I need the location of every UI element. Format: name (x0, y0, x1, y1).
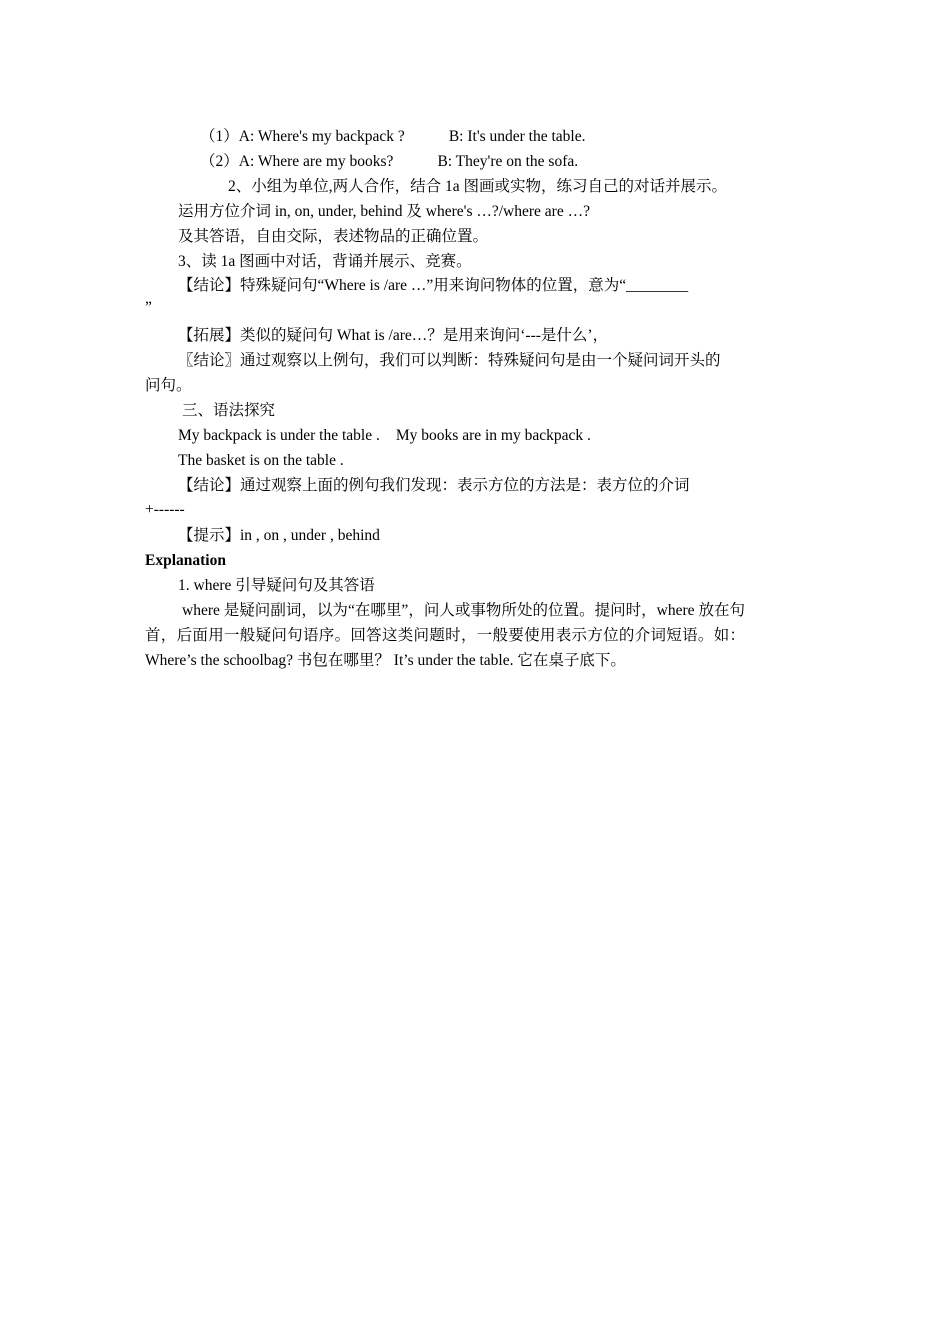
example-line-2: The basket is on the table . (178, 452, 344, 469)
extension-line: 【拓展】类似的疑问句 What is /are…？是用来询问‘---是什么’， (178, 327, 609, 344)
dialogue-line-1 (200, 127, 586, 147)
explanation-title: Explanation (145, 552, 226, 569)
explanation-paragraph-block (145, 598, 745, 673)
dialogue-line-2 (200, 152, 578, 172)
task2-line-3: 及其答语，自由交际，表述物品的正确位置。 (178, 228, 489, 245)
conclusion3-line-2: +------ (145, 501, 185, 518)
section3-title: 三、语法探究 (182, 402, 276, 419)
example-line-1-sentence-a: My backpack is under the table . (178, 427, 380, 444)
task3-line: 3、读 1a 图画中对话，背诵并展示、竞赛。 (178, 253, 472, 270)
hint-line: 【提示】in , on , under , behind (178, 527, 380, 544)
conclusion1-line-2: ” (145, 299, 152, 316)
dialogue-line-2-answer: B: They're on the sofa. (437, 153, 579, 170)
conclusion3-line-1: 【结论】通过观察上面的例句我们发现：表示方位的方法是：表方位的介词 (178, 477, 690, 494)
dialogue-line-1-number: （1） (200, 128, 239, 145)
task2-line-1: 2、小组为单位,两人合作，结合 1a 图画或实物，练习自己的对话并展示。 (228, 178, 728, 195)
dialogue-line-1-answer: B: It's under the table. (448, 128, 586, 145)
example-line-1 (178, 426, 591, 446)
explanation-paragraph: where 是疑问副词，以为“在哪里”，问人或事物所处的位置。提问时，where 放在句首，后面用一般疑问句语序。回答这类问题时，一般要使用表示方位的介词短语。如：Where’s the schoolbag? 书包在哪里？ It’s under the table. 它在桌子底下。 (145, 602, 745, 669)
explanation-item-1: 1. where 引导疑问句及其答语 (178, 577, 375, 594)
conclusion2-line-1: 〖结论〗通过观察以上例句，我们可以判断：特殊疑问句是由一个疑问词开头的 (178, 352, 721, 369)
dialogue-line-2-question: A: Where are my books? (238, 153, 394, 170)
dialogue-line-2-number: （2） (200, 153, 239, 170)
conclusion2-line-2: 问句。 (145, 377, 192, 394)
example-line-1-sentence-b: My books are in my backpack . (395, 427, 591, 444)
dialogue-line-1-question: A: Where's my backpack ? (238, 128, 405, 145)
task2-line-2: 运用方位介词 in, on, under, behind 及 where's …?/where are …? (178, 203, 590, 220)
conclusion1-line-1: 【结论】特殊疑问句“Where is /are …”用来询问物体的位置，意为“________ (178, 277, 689, 294)
